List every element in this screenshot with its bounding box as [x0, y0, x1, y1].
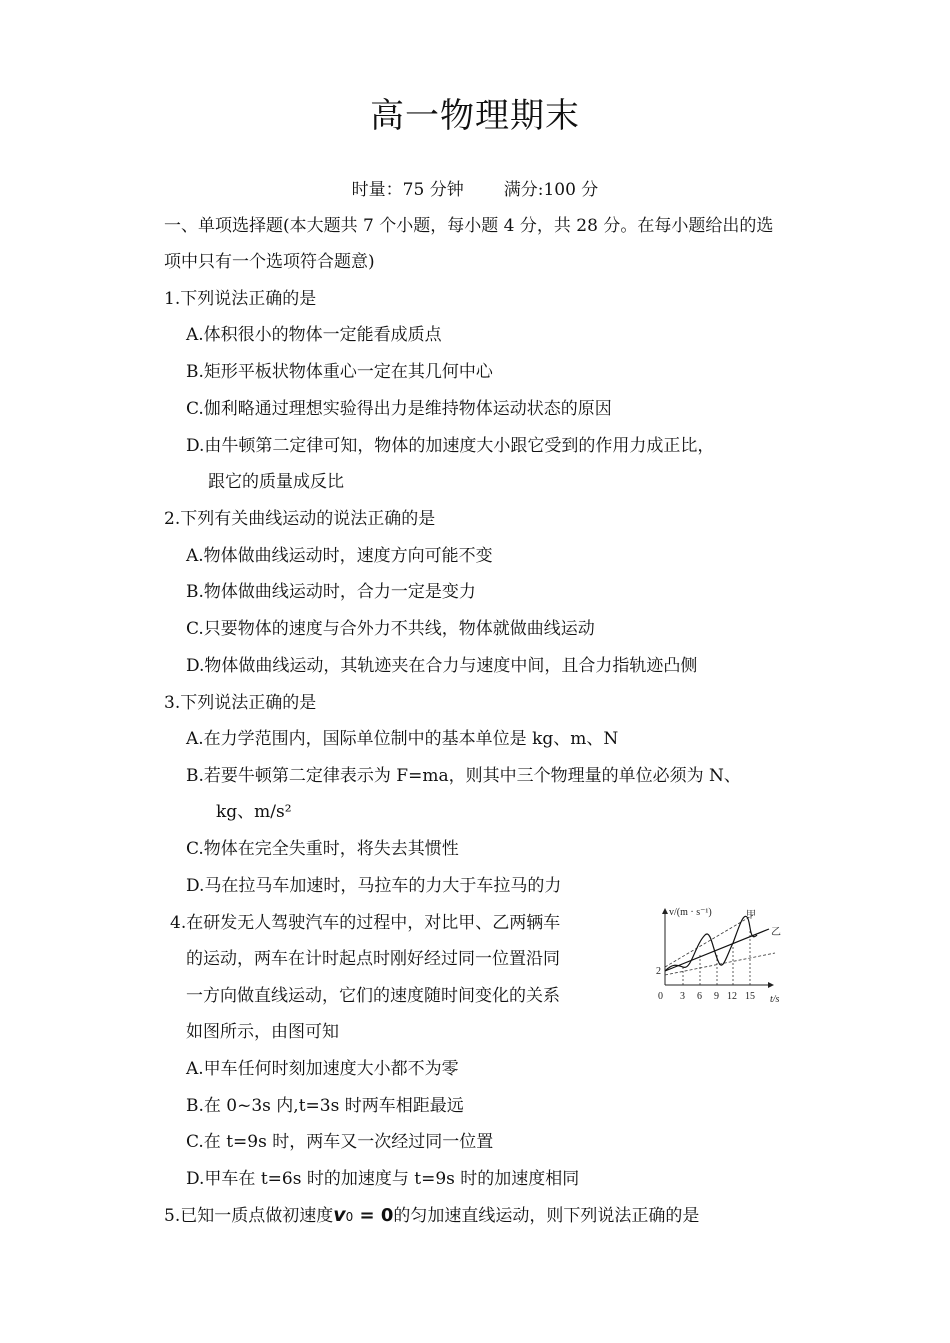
y-tick-2: 2 — [656, 966, 661, 977]
q5-math-v — [333, 1204, 353, 1226]
q5-stem — [164, 1204, 699, 1228]
q2-option-a: A.物体做曲线运动时，速度方向可能不变 — [186, 546, 493, 566]
q5-stem-post: 的匀加速直线运动，则下列说法正确的是 — [393, 1206, 700, 1226]
q5-math-v-sub: 0 — [345, 1210, 354, 1224]
q4-stem-line4: 如图所示，由图可知 — [186, 1022, 339, 1042]
q3-option-c: C.物体在完全失重时，将失去其惯性 — [186, 839, 459, 859]
q5-math-eq: = 0 — [353, 1205, 394, 1226]
q2-stem: 2.下列有关曲线运动的说法正确的是 — [164, 509, 436, 529]
q3-option-b-line1: B.若要牛顿第二定律表示为 F=ma，则其中三个物理量的单位必须为 N、 — [186, 766, 741, 786]
q4-vt-graph — [653, 905, 789, 1005]
q1-option-d-line1: D.由牛顿第二定律可知，物体的加速度大小跟它受到的作用力成正比， — [186, 436, 715, 456]
q1-option-c: C.伽利略通过理想实验得出力是维持物体运动状态的原因 — [186, 399, 612, 419]
q4-stem-line3: 一方向做直线运动，它们的速度随时间变化的关系 — [186, 986, 560, 1006]
vt-graph-svg — [653, 905, 789, 1005]
q1-stem: 1.下列说法正确的是 — [164, 289, 317, 309]
section-heading-line2: 项中只有一个选项符合题意) — [164, 252, 375, 272]
x-tick-12: 12 — [727, 991, 737, 1002]
q1-option-b: B.矩形平板状物体重心一定在其几何中心 — [186, 362, 493, 382]
q4-option-b: B.在 0~3s 内,t=3s 时两车相距最远 — [186, 1096, 464, 1116]
x-tick-0: 0 — [658, 991, 663, 1002]
x-axis-label: t/s — [770, 994, 780, 1005]
q5-math-v-symbol: v — [333, 1204, 346, 1226]
x-tick-6: 6 — [697, 991, 702, 1002]
q4-stem-line2: 的运动，两车在计时起点时刚好经过同一位置沿同 — [186, 949, 560, 969]
series-yi-label: 乙 — [771, 927, 781, 938]
q5-stem-pre: 5.已知一质点做初速度 — [164, 1206, 334, 1226]
q3-option-b-line2: kg、m/s² — [216, 802, 292, 822]
x-tick-9: 9 — [714, 991, 719, 1002]
q4-option-a: A.甲车任何时刻加速度大小都不为零 — [186, 1059, 459, 1079]
page-title: 高一物理期末 — [370, 96, 580, 136]
q2-option-c: C.只要物体的速度与合外力不共线，物体就做曲线运动 — [186, 619, 595, 639]
q1-option-a: A.体积很小的物体一定能看成质点 — [186, 325, 442, 345]
q4-option-c: C.在 t=9s 时，两车又一次经过同一位置 — [186, 1132, 494, 1152]
q3-option-a: A.在力学范围内，国际单位制中的基本单位是 kg、m、N — [186, 729, 619, 749]
x-tick-15: 15 — [745, 991, 755, 1002]
q4-option-d: D.甲车在 t=6s 时的加速度与 t=9s 时的加速度相同 — [186, 1169, 580, 1189]
q3-stem: 3.下列说法正确的是 — [164, 693, 317, 713]
q4-stem-line1: 4.在研发无人驾驶汽车的过程中，对比甲、乙两辆车 — [170, 913, 561, 933]
q2-option-d: D.物体做曲线运动，其轨迹夹在合力与速度中间，且合力指轨迹凸侧 — [186, 656, 698, 676]
x-tick-3: 3 — [680, 991, 685, 1002]
series-jia-label: 甲 — [746, 910, 756, 921]
q3-option-d: D.马在拉马车加速时，马拉车的力大于车拉马的力 — [186, 876, 562, 896]
q2-option-b: B.物体做曲线运动时，合力一定是变力 — [186, 582, 476, 602]
section-heading-line1: 一、单项选择题(本大题共 7 个小题，每小题 4 分，共 28 分。在每小题给出的选 — [164, 216, 774, 236]
exam-score: 满分:100 分 — [503, 180, 599, 200]
exam-meta — [0, 179, 950, 201]
exam-time: 时量：75 分钟 — [351, 180, 464, 200]
q1-option-d-line2: 跟它的质量成反比 — [208, 472, 344, 492]
series-jia-curve — [665, 916, 757, 971]
y-axis-label: v/(m · s⁻¹) — [669, 907, 712, 918]
